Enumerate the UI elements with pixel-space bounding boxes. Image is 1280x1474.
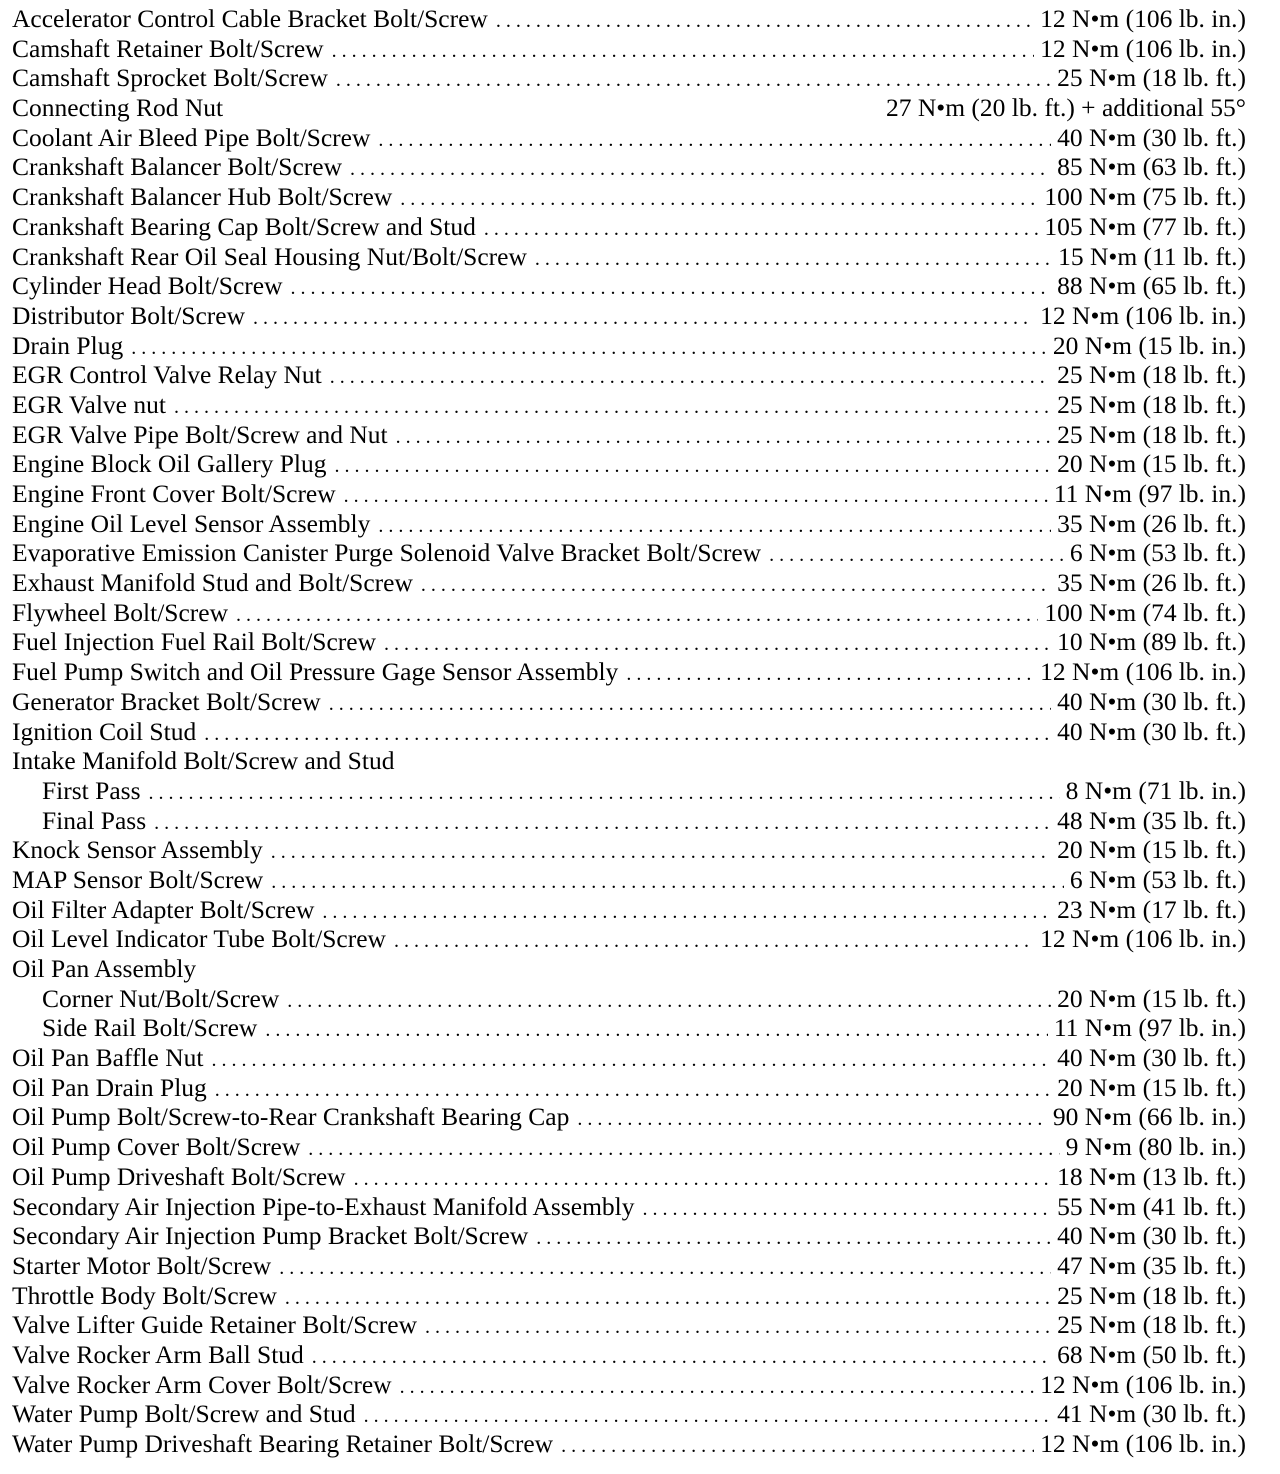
spec-label: Oil Pan Drain Plug	[12, 1072, 207, 1102]
spec-value: 12 N•m (106 lb. in.)	[1040, 1429, 1246, 1458]
spec-value: 25 N•m (18 lb. ft.)	[1057, 389, 1246, 419]
spec-value: 6 N•m (53 lb. ft.)	[1069, 538, 1246, 568]
spec-row	[12, 4, 1246, 34]
dot-leader	[154, 806, 1051, 836]
spec-value: 25 N•m (18 lb. ft.)	[1057, 1280, 1246, 1310]
dot-leader	[271, 835, 1051, 865]
spec-label: EGR Valve nut	[12, 389, 166, 419]
spec-row	[12, 1132, 1246, 1162]
spec-label: Valve Lifter Guide Retainer Bolt/Screw	[12, 1310, 418, 1340]
spec-row	[12, 687, 1246, 717]
spec-label: Crankshaft Balancer Bolt/Screw	[12, 152, 342, 182]
spec-label: Final Pass	[42, 805, 147, 835]
dot-leader	[536, 1221, 1051, 1251]
spec-row	[12, 1192, 1246, 1222]
spec-label: Engine Oil Level Sensor Assembly	[12, 508, 371, 538]
spec-label: Knock Sensor Assembly	[12, 835, 263, 865]
dot-leader	[279, 1251, 1051, 1281]
spec-row	[12, 420, 1246, 450]
spec-value: 41 N•m (30 lb. ft.)	[1057, 1399, 1246, 1429]
spec-row	[12, 301, 1246, 331]
dot-leader	[496, 4, 1034, 34]
spec-value: 12 N•m (106 lb. in.)	[1040, 657, 1246, 687]
spec-label: Engine Block Oil Gallery Plug	[12, 449, 327, 479]
spec-label: Secondary Air Injection Pump Bracket Bolt/Screw	[12, 1221, 529, 1251]
spec-label: Accelerator Control Cable Bracket Bolt/Screw	[12, 4, 488, 33]
dot-leader	[271, 865, 1064, 895]
dot-leader	[215, 1073, 1051, 1103]
spec-label: Oil Pan Assembly	[12, 954, 197, 983]
spec-label: Secondary Air Injection Pipe-to-Exhaust Manifold Assembly	[12, 1191, 635, 1221]
spec-value: 90 N•m (66 lb. in.)	[1052, 1102, 1246, 1132]
dot-leader	[287, 984, 1051, 1014]
dot-leader	[535, 242, 1052, 272]
spec-value: 40 N•m (30 lb. ft.)	[1057, 1221, 1246, 1251]
spec-row	[12, 1043, 1246, 1073]
dot-leader	[131, 331, 1047, 361]
spec-row	[12, 63, 1246, 93]
spec-label: Oil Filter Adapter Bolt/Screw	[12, 894, 315, 924]
spec-row	[12, 598, 1246, 628]
spec-value: 20 N•m (15 lb. ft.)	[1057, 983, 1246, 1013]
spec-value: 9 N•m (80 lb. in.)	[1065, 1132, 1246, 1162]
spec-value: 11 N•m (97 lb. in.)	[1053, 479, 1246, 508]
spec-value: 20 N•m (15 lb. ft.)	[1057, 835, 1246, 865]
spec-row	[12, 449, 1246, 479]
dot-leader	[384, 627, 1051, 657]
spec-sub-row	[12, 984, 1246, 1014]
spec-value: 12 N•m (106 lb. in.)	[1040, 300, 1246, 330]
spec-row	[12, 93, 1246, 123]
spec-label: Throttle Body Bolt/Screw	[12, 1280, 277, 1310]
spec-value: 12 N•m (106 lb. in.)	[1040, 4, 1246, 33]
spec-label: Cylinder Head Bolt/Screw	[12, 271, 283, 301]
spec-label: Oil Pump Bolt/Screw-to-Rear Crankshaft Bearing Cap	[12, 1102, 570, 1132]
dot-leader	[291, 271, 1052, 301]
spec-label: Crankshaft Bearing Cap Bolt/Screw and Stud	[12, 211, 476, 241]
spec-value: 20 N•m (15 lb. ft.)	[1057, 1072, 1246, 1102]
spec-value: 100 N•m (74 lb. ft.)	[1044, 597, 1246, 627]
spec-label: Fuel Injection Fuel Rail Bolt/Screw	[12, 627, 377, 657]
spec-row	[12, 1162, 1246, 1192]
spec-row	[12, 331, 1246, 361]
spec-sub-row	[12, 806, 1246, 836]
dot-leader	[285, 1281, 1051, 1311]
spec-row	[12, 924, 1246, 954]
spec-label: Ignition Coil Stud	[12, 716, 197, 746]
spec-row	[12, 479, 1246, 509]
spec-value: 6 N•m (53 lb. ft.)	[1069, 864, 1246, 894]
dot-leader	[400, 182, 1038, 212]
spec-value: 20 N•m (15 lb. in.)	[1052, 330, 1246, 360]
spec-group-heading	[12, 954, 1246, 984]
spec-value: 15 N•m (11 lb. ft.)	[1058, 241, 1246, 271]
spec-row	[12, 717, 1246, 747]
spec-label: Distributor Bolt/Screw	[12, 300, 246, 330]
spec-label: Water Pump Driveshaft Bearing Retainer Bolt/Screw	[12, 1429, 554, 1458]
spec-value: 20 N•m (15 lb. ft.)	[1057, 449, 1246, 479]
spec-value: 8 N•m (71 lb. in.)	[1065, 775, 1246, 805]
spec-value: 100 N•m (75 lb. ft.)	[1044, 182, 1246, 212]
spec-value: 23 N•m (17 lb. ft.)	[1057, 894, 1246, 924]
spec-row	[12, 1429, 1246, 1459]
spec-value: 18 N•m (13 lb. ft.)	[1057, 1161, 1246, 1191]
spec-row	[12, 1310, 1246, 1340]
spec-row	[12, 1251, 1246, 1281]
spec-label: Flywheel Bolt/Screw	[12, 597, 229, 627]
spec-label: Camshaft Retainer Bolt/Screw	[12, 33, 324, 63]
spec-label: Corner Nut/Bolt/Screw	[42, 983, 280, 1013]
spec-label: Oil Pan Baffle Nut	[12, 1043, 204, 1073]
dot-leader	[626, 657, 1034, 687]
spec-row	[12, 538, 1246, 568]
dot-leader	[236, 598, 1038, 628]
spec-label: Intake Manifold Bolt/Screw and Stud	[12, 746, 395, 776]
dot-leader	[329, 687, 1051, 717]
spec-value: 40 N•m (30 lb. ft.)	[1057, 122, 1246, 152]
spec-value: 11 N•m (97 lb. in.)	[1053, 1013, 1246, 1043]
dot-leader	[265, 1013, 1048, 1043]
spec-value: 10 N•m (89 lb. ft.)	[1057, 627, 1246, 657]
dot-leader	[312, 1340, 1051, 1370]
spec-label: Drain Plug	[12, 330, 124, 360]
spec-label: Oil Pump Cover Bolt/Screw	[12, 1132, 301, 1162]
spec-value: 12 N•m (106 lb. in.)	[1040, 1369, 1246, 1399]
spec-row	[12, 182, 1246, 212]
spec-label: Valve Rocker Arm Ball Stud	[12, 1339, 304, 1369]
dot-leader	[332, 34, 1035, 64]
spec-value: 12 N•m (106 lb. in.)	[1040, 33, 1246, 63]
dot-leader	[149, 776, 1060, 806]
spec-value: 88 N•m (65 lb. ft.)	[1057, 271, 1246, 301]
spec-row	[12, 657, 1246, 687]
spec-label: EGR Control Valve Relay Nut	[12, 360, 322, 390]
spec-label: Oil Pump Driveshaft Bolt/Screw	[12, 1161, 346, 1191]
spec-value: 85 N•m (63 lb. ft.)	[1057, 152, 1246, 182]
spec-row	[12, 1340, 1246, 1370]
spec-group-heading	[12, 746, 1246, 776]
spec-value: 35 N•m (26 lb. ft.)	[1057, 508, 1246, 538]
dot-leader	[308, 1132, 1059, 1162]
spec-value: 40 N•m (30 lb. ft.)	[1057, 716, 1246, 746]
dot-leader	[394, 924, 1034, 954]
dot-leader	[204, 717, 1051, 747]
spec-value: 40 N•m (30 lb. ft.)	[1057, 686, 1246, 716]
spec-sub-row	[12, 776, 1246, 806]
spec-value: 12 N•m (106 lb. in.)	[1040, 924, 1246, 954]
spec-label: Generator Bracket Bolt/Screw	[12, 686, 321, 716]
dot-leader	[378, 509, 1051, 539]
spec-label: Valve Rocker Arm Cover Bolt/Screw	[12, 1369, 392, 1399]
dot-leader	[561, 1429, 1034, 1459]
spec-label: Camshaft Sprocket Bolt/Screw	[12, 63, 328, 93]
spec-value: 25 N•m (18 lb. ft.)	[1057, 419, 1246, 449]
spec-label: MAP Sensor Bolt/Screw	[12, 864, 264, 894]
spec-label: Starter Motor Bolt/Screw	[12, 1250, 272, 1280]
spec-row	[12, 1370, 1246, 1400]
spec-row	[12, 152, 1246, 182]
spec-label: Connecting Rod Nut	[12, 93, 224, 123]
dot-leader	[484, 212, 1039, 242]
dot-leader	[400, 1370, 1035, 1400]
dot-leader	[378, 123, 1051, 153]
dot-leader	[211, 1043, 1051, 1073]
spec-label: Crankshaft Rear Oil Seal Housing Nut/Bolt/Screw	[12, 241, 527, 271]
dot-leader	[425, 1310, 1051, 1340]
spec-label: Water Pump Bolt/Screw and Stud	[12, 1399, 356, 1429]
spec-value: 68 N•m (50 lb. ft.)	[1057, 1339, 1246, 1369]
spec-label: Exhaust Manifold Stud and Bolt/Screw	[12, 568, 413, 598]
dot-leader	[322, 895, 1051, 925]
spec-row	[12, 835, 1246, 865]
spec-value: 48 N•m (35 lb. ft.)	[1057, 805, 1246, 835]
spec-row	[12, 568, 1246, 598]
spec-value: 25 N•m (18 lb. ft.)	[1057, 63, 1246, 93]
spec-row	[12, 1221, 1246, 1251]
spec-row	[12, 34, 1246, 64]
dot-leader	[769, 538, 1064, 568]
spec-label: Crankshaft Balancer Hub Bolt/Screw	[12, 182, 393, 212]
dot-leader	[350, 152, 1051, 182]
spec-row	[12, 390, 1246, 420]
spec-row	[12, 271, 1246, 301]
spec-value: 55 N•m (41 lb. ft.)	[1057, 1191, 1246, 1221]
spec-row	[12, 242, 1246, 272]
dot-leader	[334, 449, 1051, 479]
spec-row	[12, 360, 1246, 390]
spec-value: 105 N•m (77 lb. ft.)	[1044, 211, 1246, 241]
spec-label: Oil Level Indicator Tube Bolt/Screw	[12, 924, 386, 954]
spec-row	[12, 1073, 1246, 1103]
spec-row	[12, 1281, 1246, 1311]
spec-label: Evaporative Emission Canister Purge Solenoid Valve Bracket Bolt/Screw	[12, 538, 762, 568]
spec-value: 40 N•m (30 lb. ft.)	[1057, 1043, 1246, 1073]
dot-leader	[364, 1399, 1052, 1429]
dot-leader	[577, 1102, 1047, 1132]
dot-leader	[174, 390, 1051, 420]
torque-spec-list	[12, 4, 1246, 1459]
spec-sub-row	[12, 1013, 1246, 1043]
spec-value: 25 N•m (18 lb. ft.)	[1057, 1310, 1246, 1340]
dot-leader	[336, 63, 1051, 93]
spec-label: First Pass	[42, 775, 141, 805]
spec-label: Side Rail Bolt/Screw	[42, 1013, 258, 1043]
spec-row	[12, 509, 1246, 539]
spec-value: 25 N•m (18 lb. ft.)	[1057, 360, 1246, 390]
spec-value: 35 N•m (26 lb. ft.)	[1057, 568, 1246, 598]
spec-label: Fuel Pump Switch and Oil Pressure Gage Sensor Assembly	[12, 657, 619, 687]
spec-label: Coolant Air Bleed Pipe Bolt/Screw	[12, 122, 371, 152]
spec-row	[12, 212, 1246, 242]
spec-row	[12, 1102, 1246, 1132]
dot-leader	[421, 568, 1051, 598]
dot-leader	[643, 1192, 1052, 1222]
spec-value: 27 N•m (20 lb. ft.) + additional 55°	[885, 93, 1246, 123]
dot-leader	[344, 479, 1048, 509]
spec-row	[12, 1399, 1246, 1429]
dot-leader	[354, 1162, 1052, 1192]
dot-leader	[253, 301, 1034, 331]
spec-label: EGR Valve Pipe Bolt/Screw and Nut	[12, 419, 388, 449]
spec-row	[12, 627, 1246, 657]
spec-label: Engine Front Cover Bolt/Screw	[12, 479, 336, 508]
dot-leader	[330, 360, 1051, 390]
spec-row	[12, 895, 1246, 925]
dot-leader	[396, 420, 1052, 450]
spec-row	[12, 865, 1246, 895]
spec-value: 47 N•m (35 lb. ft.)	[1057, 1250, 1246, 1280]
spec-row	[12, 123, 1246, 153]
